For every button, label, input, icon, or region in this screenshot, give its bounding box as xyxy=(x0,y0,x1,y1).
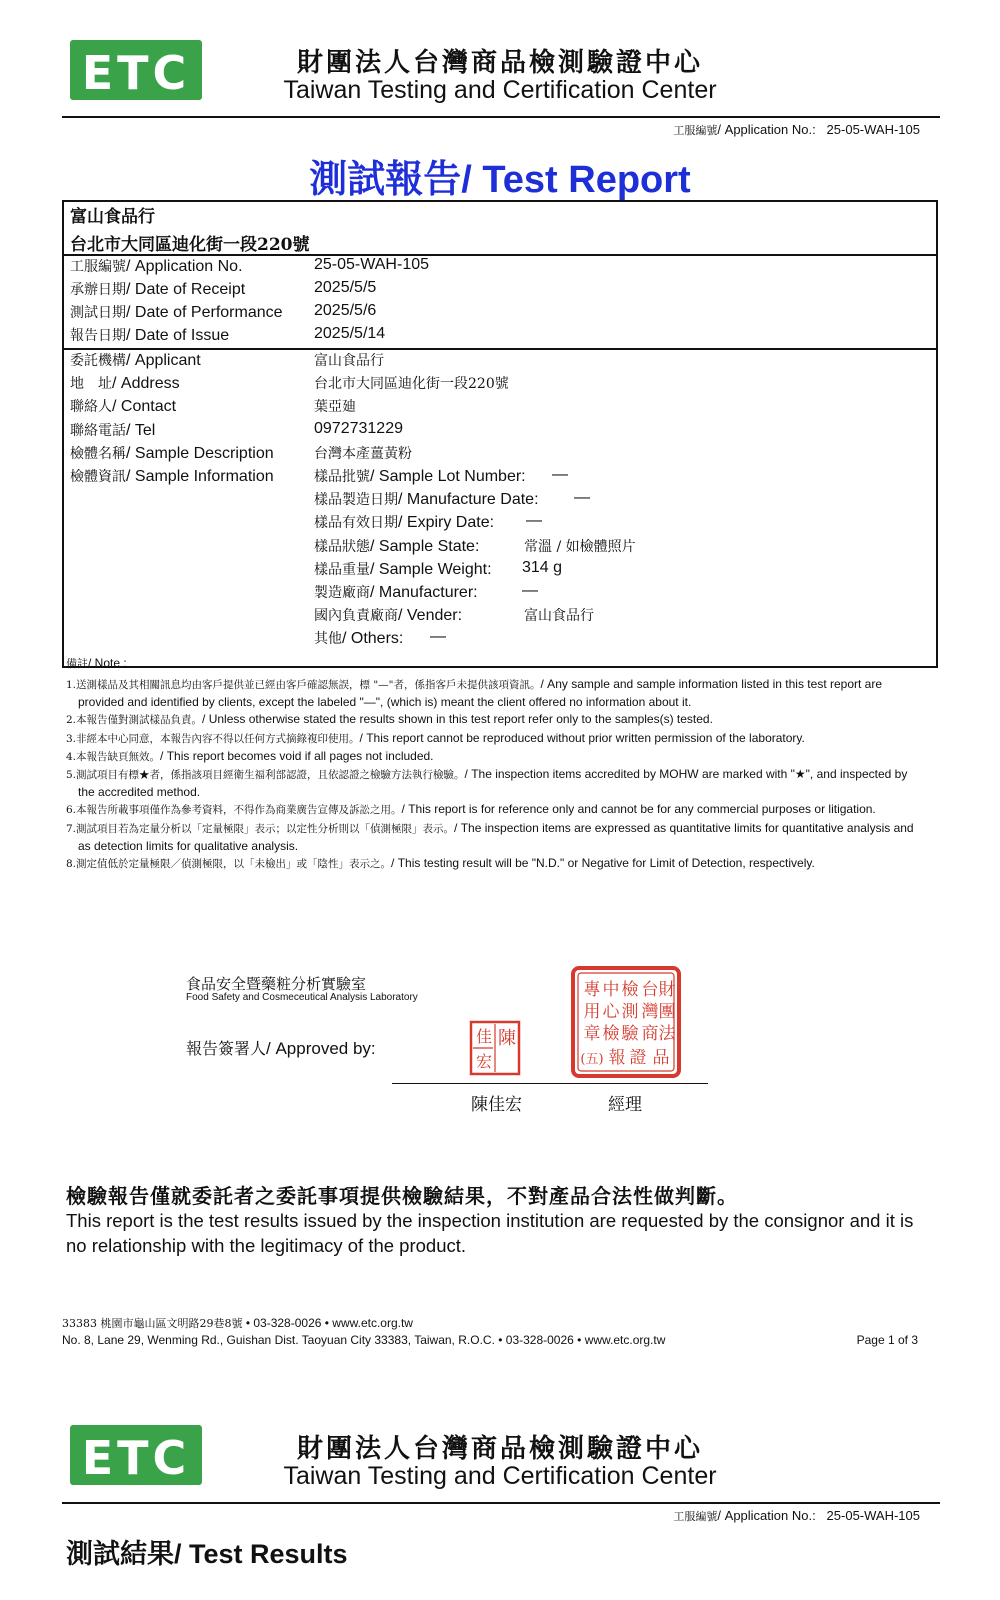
app-no-value: 25-05-WAH-105 xyxy=(826,122,920,137)
header-rule xyxy=(62,116,940,118)
applicant-value: 台北市大同區迪化街一段220號 xyxy=(314,376,509,393)
sample-info-row xyxy=(314,628,446,651)
svg-text:專: 專 xyxy=(583,980,601,1000)
lab-name-zh: 食品安全暨藥粧分析實驗室 xyxy=(186,975,367,993)
sample-info-row xyxy=(314,605,594,628)
svg-text:驗: 驗 xyxy=(621,1024,639,1044)
applicant-row xyxy=(70,373,930,396)
sample-info-value: — xyxy=(574,489,590,507)
svg-text:團: 團 xyxy=(658,1002,676,1022)
etc-logo xyxy=(70,40,202,100)
sample-info-value: 常溫 / 如檢體照片 xyxy=(524,538,636,555)
applicant-label: 聯絡人/ Contact xyxy=(70,398,177,416)
date-row xyxy=(70,325,930,348)
org-name-en: Taiwan Testing and Certification Center xyxy=(283,1462,717,1490)
sample-info-label: 樣品有效日期/ Expiry Date: xyxy=(314,514,495,532)
footer-address-zh: 33383 桃園市龜山區文明路29巷8號 • 03-328-0026 • www.etc.org.tw xyxy=(62,1316,413,1330)
note-title: 備註/ Note : xyxy=(66,656,127,670)
sample-info-row xyxy=(314,536,636,559)
applicant-value: 富山食品行 xyxy=(314,353,384,369)
svg-text:品: 品 xyxy=(652,1048,670,1068)
svg-text:章: 章 xyxy=(583,1024,601,1044)
header-application-no: 工服編號/ Application No.: 25-05-WAH-105 xyxy=(673,122,920,137)
sample-info-value: 314 g xyxy=(522,558,563,576)
sample-info-label: 樣品批號/ Sample Lot Number: xyxy=(314,468,526,485)
date-value: 2025/5/14 xyxy=(314,325,386,342)
applicant-label: 委託機構/ Applicant xyxy=(70,352,201,369)
signature-line xyxy=(392,1083,708,1084)
sample-info-value: — xyxy=(430,628,446,646)
customer-address: 台北市大同區迪化街一段220號 xyxy=(70,235,310,255)
note-item: 1.送測樣品及其相關訊息均由客戶提供並已經由客戶確認無誤，標 "—"者，係指客戶未提供該項資訊。/ Any sample and sample information listed in this test report are provided and identified by clients, except the labeled "—", (which is) meant the client offered no information about it. xyxy=(66,677,883,710)
sample-info-label: 樣品製造日期/ Manufacture Date: xyxy=(314,491,539,509)
date-row xyxy=(70,256,930,279)
svg-text:用: 用 xyxy=(583,1002,601,1022)
svg-text:陳: 陳 xyxy=(498,1028,516,1049)
sample-info-value: — xyxy=(526,512,542,530)
svg-text:(五): (五) xyxy=(580,1052,604,1067)
report-info-box xyxy=(62,200,938,668)
signer-title: 經理 xyxy=(608,1095,642,1115)
svg-text:證: 證 xyxy=(629,1048,647,1068)
applicant-label: 聯絡電話/ Tel xyxy=(70,421,156,439)
etc-logo xyxy=(70,1425,202,1485)
date-value: 2025/5/5 xyxy=(314,279,377,296)
disclaimer-en: This report is the test results issued by the inspection institution are requested by the consignor and it is no relationship with the legitimacy of the product. xyxy=(66,1210,914,1256)
date-label: 報告日期/ Date of Issue xyxy=(70,327,230,344)
notes-list xyxy=(66,676,916,873)
test-results-title: 測試結果/ Test Results xyxy=(66,1539,348,1570)
org-name-en: Taiwan Testing and Certification Center xyxy=(283,76,717,104)
svg-text:測: 測 xyxy=(621,1002,639,1022)
note-item: 6.本報告所載事項僅作為參考資料，不得作為商業廣告宣傳及訴訟之用。/ This report is for reference only and cannot be for any commercial purposes or litigation. xyxy=(66,802,876,817)
applicant-row xyxy=(70,420,930,443)
svg-text:法: 法 xyxy=(658,1024,676,1044)
sample-info-row xyxy=(314,489,590,512)
org-name-zh: 財團法人台灣商品檢測驗證中心 xyxy=(296,1434,703,1464)
svg-text:報: 報 xyxy=(608,1048,626,1068)
sample-info-label: 國內負責廠商/ Vender: xyxy=(314,607,463,625)
etc-logo-text: ETC xyxy=(81,1431,191,1485)
svg-text:檢: 檢 xyxy=(621,980,639,1000)
customer-name: 富山食品行 xyxy=(70,207,155,227)
svg-text:台: 台 xyxy=(641,980,659,1000)
sample-info-row xyxy=(314,582,538,605)
svg-text:佳: 佳 xyxy=(475,1027,493,1046)
applicant-label: 地 址/ Address xyxy=(70,375,180,393)
applicant-row xyxy=(70,396,930,419)
date-label: 承辦日期/ Date of Receipt xyxy=(70,281,246,298)
applicant-row xyxy=(70,350,930,373)
sample-info-value: — xyxy=(522,582,538,599)
official-seal xyxy=(570,965,682,1079)
svg-text:財: 財 xyxy=(658,980,676,1000)
applicant-value: 台灣本產薑黃粉 xyxy=(314,445,412,462)
svg-text:宏: 宏 xyxy=(475,1052,493,1071)
note-item: 5.測試項目有標★者，係指該項目經衛生福利部認證，且依認證之檢驗方法執行檢驗。/ The inspection items accredited by MOHW are marked with "★", and inspected by the accredited method. xyxy=(66,767,908,800)
app-no-value: 25-05-WAH-105 xyxy=(826,1508,920,1523)
svg-text:檢: 檢 xyxy=(602,1024,620,1044)
applicant-value: 0972731229 xyxy=(314,419,403,437)
applicant-value: 葉亞廸 xyxy=(314,399,356,416)
signer-name: 陳佳宏 xyxy=(471,1095,522,1115)
etc-logo-text: ETC xyxy=(81,46,191,100)
date-label: 測試日期/ Date of Performance xyxy=(70,304,283,321)
date-label: 工服編號/ Application No. xyxy=(70,258,243,275)
note-item: 8.測定值低於定量極限／偵測極限，以「未檢出」或「陰性」表示之。/ This testing result will be "N.D." or Negative for Limit of Detection, respectively. xyxy=(66,856,815,871)
applicant-label: 檢體資訊/ Sample Information xyxy=(70,468,274,485)
sample-info-label: 樣品狀態/ Sample State: xyxy=(314,537,480,555)
header-rule xyxy=(62,1502,940,1504)
note-item: 3.非經本中心同意，本報告內容不得以任何方式摘錄複印使用。/ This report cannot be reproduced without prior written permission of the laboratory. xyxy=(66,730,805,745)
signer-seal xyxy=(469,1020,521,1076)
disclaimer-zh: 檢驗報告僅就委託者之委託事項提供檢驗結果，不對產品合法性做判斷。 xyxy=(66,1184,738,1208)
header-application-no: 工服編號/ Application No.: 25-05-WAH-105 xyxy=(673,1508,920,1523)
sample-info-value: 富山食品行 xyxy=(524,608,594,625)
note-item: 4.本報告缺頁無效。/ This report becomes void if all pages not included. xyxy=(66,748,434,763)
svg-text:商: 商 xyxy=(641,1024,659,1044)
org-name-zh: 財團法人台灣商品檢測驗證中心 xyxy=(296,48,703,78)
date-value: 2025/5/6 xyxy=(314,302,377,319)
date-row xyxy=(70,279,930,302)
lab-name-en: Food Safety and Cosmeceutical Analysis Laboratory xyxy=(186,992,418,1003)
svg-text:灣: 灣 xyxy=(641,1002,659,1022)
applicant-row xyxy=(70,443,930,466)
note-item: 2.本報告僅對測試樣品負責。/ Unless otherwise stated the results shown in this test report refer only to the samples(s) tested. xyxy=(66,712,713,727)
page-number: Page 1 of 3 xyxy=(856,1333,918,1347)
date-value: 25-05-WAH-105 xyxy=(314,256,430,273)
sample-info-label: 其他/ Others: xyxy=(314,630,404,648)
svg-text:中: 中 xyxy=(602,980,620,1000)
note-item: 7.測試項目若為定量分析以「定量極限」表示；以定性分析則以「偵測極限」表示。/ The inspection items are expressed as quantitative limits for quantitative analysis and as detection limits for qualitative analysis. xyxy=(66,820,914,853)
sample-info-row xyxy=(314,466,568,489)
svg-text:心: 心 xyxy=(602,1002,620,1022)
approved-by-label: 報告簽署人/ Approved by: xyxy=(186,1039,376,1058)
footer-address-en: No. 8, Lane 29, Wenming Rd., Guishan Dist. Taoyuan City 33383, Taiwan, R.O.C. • 03-328-0026 • www.etc.org.tw xyxy=(62,1333,666,1347)
sample-info-row xyxy=(314,558,563,582)
sample-info-value: — xyxy=(552,466,568,483)
report-title: 測試報告/ Test Report xyxy=(309,156,691,201)
applicant-label: 檢體名稱/ Sample Description xyxy=(70,444,274,462)
sample-info-label: 樣品重量/ Sample Weight: xyxy=(314,560,492,578)
sample-info-label: 製造廠商/ Manufacturer: xyxy=(314,584,478,601)
sample-info-row xyxy=(314,512,542,535)
date-row xyxy=(70,302,930,325)
